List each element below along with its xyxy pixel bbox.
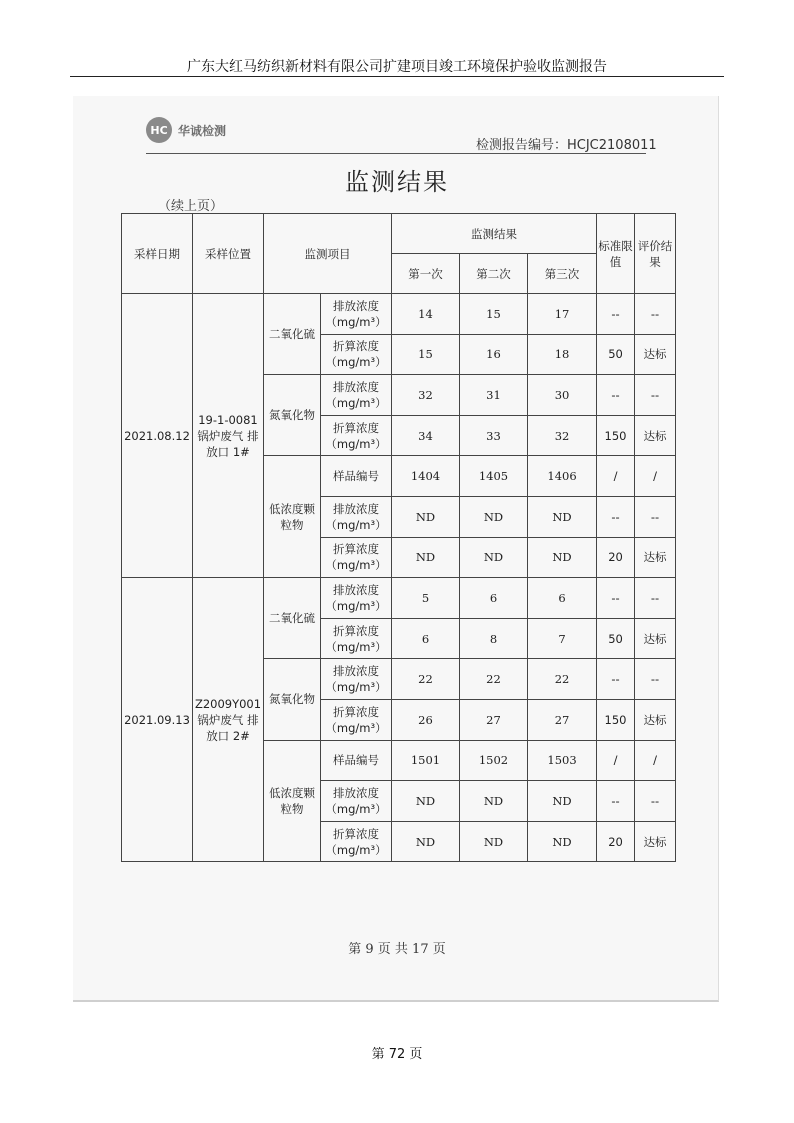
standard-limit: -- <box>597 496 635 537</box>
standard-limit: 150 <box>597 415 635 456</box>
standard-limit: 20 <box>597 537 635 578</box>
standard-limit: / <box>597 456 635 497</box>
result-second: 27 <box>460 699 528 740</box>
evaluation-result: / <box>635 456 676 497</box>
evaluation-result: 达标 <box>635 415 676 456</box>
header-results: 监测结果 <box>392 214 597 254</box>
pollutant-name: 低浓度颗粒物 <box>264 740 321 862</box>
result-third: 7 <box>528 618 597 659</box>
result-first: 26 <box>392 699 460 740</box>
sampling-date: 2021.08.12 <box>122 294 193 578</box>
company-logo <box>146 117 226 143</box>
result-second: 22 <box>460 659 528 700</box>
standard-limit: / <box>597 740 635 781</box>
result-second: 1502 <box>460 740 528 781</box>
result-third: 27 <box>528 699 597 740</box>
pollutant-name: 氮氧化物 <box>264 375 321 456</box>
header-first: 第一次 <box>392 254 460 294</box>
evaluation-result: -- <box>635 294 676 335</box>
result-second: ND <box>460 496 528 537</box>
result-first: ND <box>392 781 460 822</box>
standard-limit: 20 <box>597 821 635 862</box>
evaluation-result: -- <box>635 781 676 822</box>
result-second: 15 <box>460 294 528 335</box>
evaluation-result: 达标 <box>635 699 676 740</box>
evaluation-result: 达标 <box>635 334 676 375</box>
result-third: 17 <box>528 294 597 335</box>
result-second: 16 <box>460 334 528 375</box>
header-item: 监测项目 <box>264 214 392 294</box>
parameter-cell: 排放浓度（mg/m³） <box>321 496 392 537</box>
evaluation-result: -- <box>635 496 676 537</box>
header-eval: 评价结果 <box>635 214 676 294</box>
parameter-cell: 折算浓度（mg/m³） <box>321 334 392 375</box>
page-title: 监测结果 <box>345 168 449 196</box>
header-date: 采样日期 <box>122 214 193 294</box>
parameter-cell: 排放浓度（mg/m³） <box>321 578 392 619</box>
page-header-title: 广东大红马纺织新材料有限公司扩建项目竣工环境保护验收监测报告 <box>187 59 607 75</box>
result-first: ND <box>392 821 460 862</box>
standard-limit: -- <box>597 781 635 822</box>
pollutant-name: 二氧化硫 <box>264 578 321 659</box>
table-row <box>122 294 676 335</box>
parameter-cell: 折算浓度（mg/m³） <box>321 699 392 740</box>
results-table <box>121 213 676 862</box>
header-divider <box>70 76 724 77</box>
table-row <box>122 578 676 619</box>
result-first: 6 <box>392 618 460 659</box>
parameter-cell: 折算浓度（mg/m³） <box>321 618 392 659</box>
result-third: 18 <box>528 334 597 375</box>
parameter-cell: 排放浓度（mg/m³） <box>321 659 392 700</box>
standard-limit: 50 <box>597 618 635 659</box>
parameter-cell: 排放浓度（mg/m³） <box>321 294 392 335</box>
header-third: 第三次 <box>528 254 597 294</box>
result-third: ND <box>528 821 597 862</box>
parameter-cell: 排放浓度（mg/m³） <box>321 781 392 822</box>
result-second: ND <box>460 821 528 862</box>
pollutant-name: 二氧化硫 <box>264 294 321 375</box>
continued-note: （续上页） <box>158 199 224 214</box>
pollutant-name: 低浓度颗粒物 <box>264 456 321 578</box>
result-first: 14 <box>392 294 460 335</box>
evaluation-result: -- <box>635 659 676 700</box>
report-page-indicator: 第 9 页 共 17 页 <box>348 942 446 957</box>
evaluation-result: 达标 <box>635 618 676 659</box>
result-third: ND <box>528 496 597 537</box>
result-second: 6 <box>460 578 528 619</box>
result-first: 22 <box>392 659 460 700</box>
evaluation-result: 达标 <box>635 537 676 578</box>
result-third: ND <box>528 537 597 578</box>
result-third: 1406 <box>528 456 597 497</box>
result-first: ND <box>392 537 460 578</box>
result-first: 1501 <box>392 740 460 781</box>
result-third: 1503 <box>528 740 597 781</box>
logo-icon: HC <box>146 117 172 143</box>
result-first: 32 <box>392 375 460 416</box>
pollutant-name: 氮氧化物 <box>264 659 321 740</box>
result-third: ND <box>528 781 597 822</box>
sampling-location: 19-1-0081 锅炉废气 排放口 1# <box>193 294 264 578</box>
parameter-cell: 样品编号 <box>321 456 392 497</box>
result-second: ND <box>460 781 528 822</box>
header-location: 采样位置 <box>193 214 264 294</box>
result-second: 33 <box>460 415 528 456</box>
standard-limit: -- <box>597 578 635 619</box>
standard-limit: -- <box>597 375 635 416</box>
result-first: ND <box>392 496 460 537</box>
logo-name: 华诚检测 <box>178 123 227 138</box>
evaluation-result: -- <box>635 375 676 416</box>
result-first: 5 <box>392 578 460 619</box>
result-first: 34 <box>392 415 460 456</box>
parameter-cell: 折算浓度（mg/m³） <box>321 821 392 862</box>
evaluation-result: / <box>635 740 676 781</box>
result-second: 8 <box>460 618 528 659</box>
parameter-cell: 样品编号 <box>321 740 392 781</box>
footer-page-number: 第 72 页 <box>371 1047 423 1062</box>
result-second: 31 <box>460 375 528 416</box>
report-number: 检测报告编号：HCJC2108011 <box>476 138 657 153</box>
result-second: 1405 <box>460 456 528 497</box>
result-second: ND <box>460 537 528 578</box>
parameter-cell: 折算浓度（mg/m³） <box>321 415 392 456</box>
parameter-cell: 折算浓度（mg/m³） <box>321 537 392 578</box>
header-second: 第二次 <box>460 254 528 294</box>
parameter-cell: 排放浓度（mg/m³） <box>321 375 392 416</box>
sampling-location: Z2009Y001 锅炉废气 排放口 2# <box>193 578 264 862</box>
result-third: 6 <box>528 578 597 619</box>
evaluation-result: 达标 <box>635 821 676 862</box>
standard-limit: 50 <box>597 334 635 375</box>
result-third: 30 <box>528 375 597 416</box>
result-first: 1404 <box>392 456 460 497</box>
header-limit: 标准限值 <box>597 214 635 294</box>
result-third: 22 <box>528 659 597 700</box>
standard-limit: 150 <box>597 699 635 740</box>
evaluation-result: -- <box>635 578 676 619</box>
result-third: 32 <box>528 415 597 456</box>
standard-limit: -- <box>597 294 635 335</box>
standard-limit: -- <box>597 659 635 700</box>
report-divider <box>146 153 646 154</box>
result-first: 15 <box>392 334 460 375</box>
sampling-date: 2021.09.13 <box>122 578 193 862</box>
